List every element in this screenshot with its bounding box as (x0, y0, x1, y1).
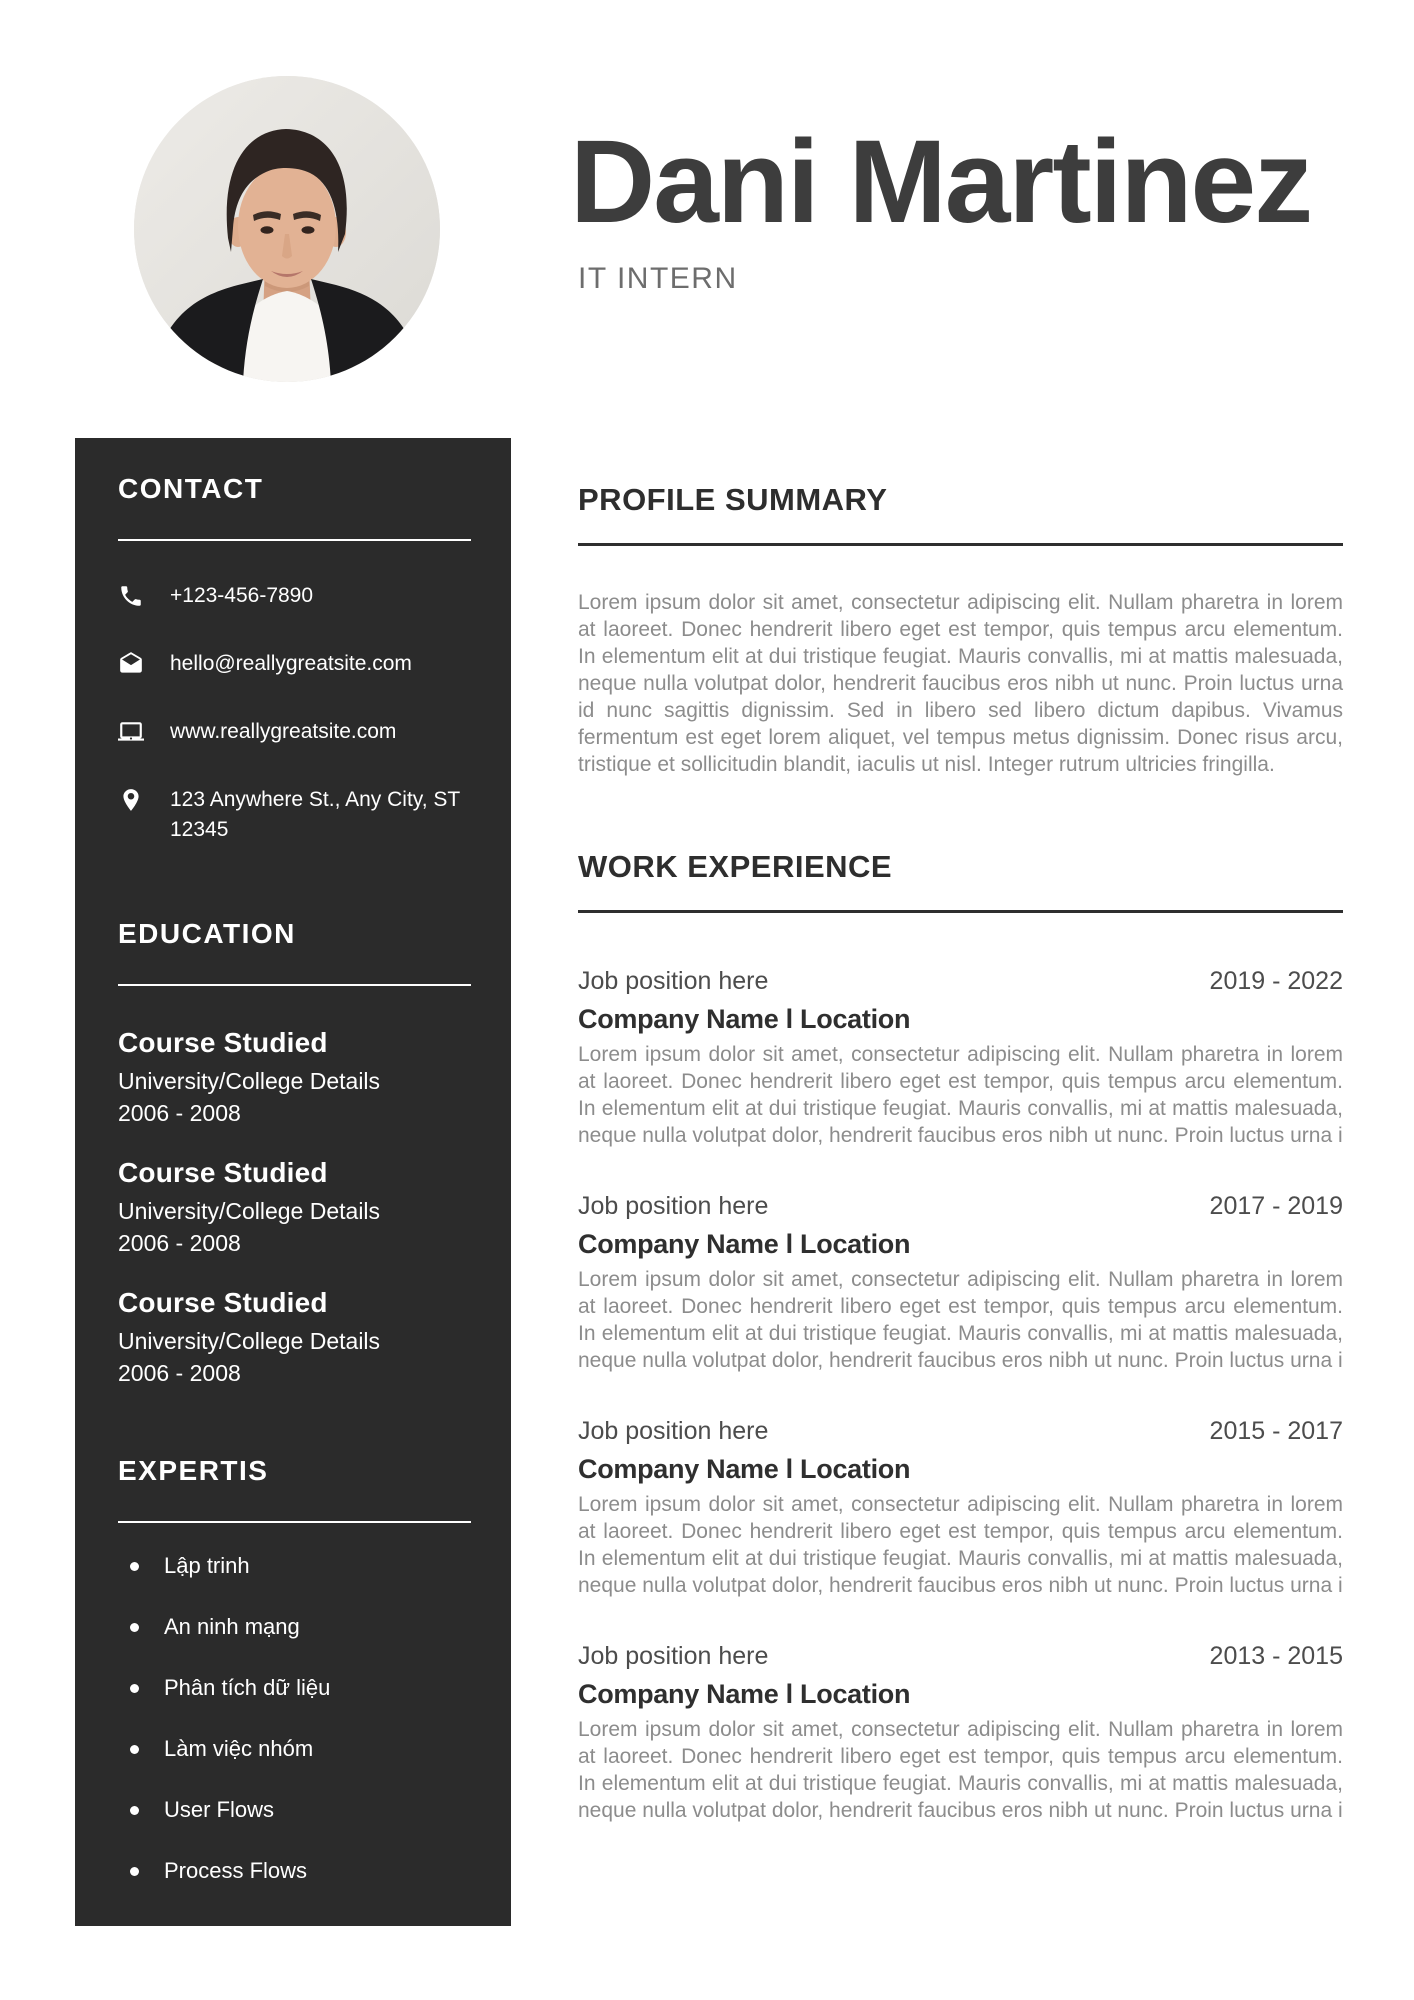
school-name: University/College Details (118, 1068, 381, 1094)
job-dates: 2013 - 2015 (1209, 1642, 1343, 1670)
list-item (118, 1612, 471, 1642)
contact-row-email (118, 649, 471, 679)
list-item (118, 1856, 471, 1886)
expertis-section (118, 1454, 471, 1886)
school-name: University/College Details (118, 1328, 381, 1354)
header (570, 116, 1360, 296)
profile-summary-section (578, 484, 1343, 778)
job-entry (578, 965, 1343, 1149)
contact-row-phone (118, 581, 471, 611)
job-position: Job position here (578, 1192, 769, 1220)
job-description: Lorem ipsum dolor sit amet, consectetur adipiscing elit. Nullam pharetra in lorem at laoreet. Donec hendrerit libero eget est tempor, quis tempus arcu elementum. In elementum elit at dui tristique feugiat. Mauris convallis, mi at mattis malesuada, neque nulla volutpat dolor, hendrerit faucibus eros nibh ut nunc. Proin luctus urna i (578, 1043, 1343, 1147)
contact-heading: CONTACT (118, 473, 264, 504)
work-experience-section (578, 851, 1343, 1865)
contact-row-website (118, 717, 471, 747)
skill-label: User Flows (164, 1797, 275, 1822)
job-list (578, 965, 1343, 1824)
job-entry (578, 1640, 1343, 1824)
page-title: Dani Martinez (570, 116, 1312, 248)
expertis-list (118, 1551, 471, 1886)
list-item (118, 1673, 471, 1703)
job-dates: 2019 - 2022 (1209, 967, 1343, 995)
job-company: Company Name l Location (578, 1229, 911, 1259)
skill-label: An ninh mạng (164, 1614, 300, 1639)
job-description: Lorem ipsum dolor sit amet, consectetur adipiscing elit. Nullam pharetra in lorem at laoreet. Donec hendrerit libero eget est tempor, quis tempus arcu elementum. In elementum elit at dui tristique feugiat. Mauris convallis, mi at mattis malesuada, neque nulla volutpat dolor, hendrerit faucibus eros nibh ut nunc. Proin luctus urna i (578, 1493, 1343, 1597)
job-position: Job position here (578, 967, 769, 995)
bullet-icon (130, 1867, 139, 1876)
job-dates: 2015 - 2017 (1209, 1417, 1343, 1445)
skill-label: Phân tích dữ liệu (164, 1675, 331, 1700)
job-entry (578, 1190, 1343, 1374)
job-header (578, 965, 1343, 997)
school-name: University/College Details (118, 1198, 381, 1224)
education-divider (118, 984, 471, 986)
job-company: Company Name l Location (578, 1679, 911, 1709)
job-description: Lorem ipsum dolor sit amet, consectetur adipiscing elit. Nullam pharetra in lorem at laoreet. Donec hendrerit libero eget est tempor, quis tempus arcu elementum. In elementum elit at dui tristique feugiat. Mauris convallis, mi at mattis malesuada, neque nulla volutpat dolor, hendrerit faucibus eros nibh ut nunc. Proin luctus urna i (578, 1268, 1343, 1372)
education-section (118, 917, 471, 1388)
skill-label: Process Flows (164, 1858, 308, 1883)
education-years: 2006 - 2008 (118, 1360, 241, 1386)
contact-list (118, 581, 471, 845)
job-header (578, 1415, 1343, 1447)
skill-label: Làm việc nhóm (164, 1736, 314, 1761)
contact-section (118, 472, 471, 845)
education-entry (118, 1026, 471, 1128)
education-entry (118, 1286, 471, 1388)
expertis-heading: EXPERTIS (118, 1455, 269, 1486)
job-company: Company Name l Location (578, 1454, 911, 1484)
job-title-subtitle: IT INTERN (578, 262, 738, 295)
location-icon (118, 787, 144, 813)
education-entry (118, 1156, 471, 1258)
job-position: Job position here (578, 1642, 769, 1670)
bullet-icon (130, 1745, 139, 1754)
list-item (118, 1551, 471, 1581)
course-name: Course Studied (118, 1027, 328, 1058)
phone-icon (118, 583, 144, 609)
job-company: Company Name l Location (578, 1004, 911, 1034)
skill-label: Lập trinh (164, 1553, 250, 1578)
contact-row-address (118, 785, 471, 845)
education-heading: EDUCATION (118, 918, 296, 949)
education-list (118, 1026, 471, 1388)
profile-photo (134, 76, 440, 382)
profile-summary-heading: PROFILE SUMMARY (578, 482, 888, 517)
website-url: www.reallygreatsite.com (170, 720, 397, 743)
bullet-icon (130, 1684, 139, 1693)
profile-summary-divider (578, 543, 1343, 546)
course-name: Course Studied (118, 1287, 328, 1318)
bullet-icon (130, 1623, 139, 1632)
education-years: 2006 - 2008 (118, 1230, 241, 1256)
list-item (118, 1795, 471, 1825)
list-item (118, 1734, 471, 1764)
phone-number: +123-456-7890 (170, 584, 314, 607)
work-experience-divider (578, 910, 1343, 913)
bullet-icon (130, 1562, 139, 1571)
job-position: Job position here (578, 1417, 769, 1445)
job-header (578, 1640, 1343, 1672)
mailing-address: 123 Anywhere St., Any City, ST 12345 (170, 788, 460, 841)
expertis-divider (118, 1521, 471, 1523)
job-entry (578, 1415, 1343, 1599)
email-icon (118, 651, 144, 677)
bullet-icon (130, 1806, 139, 1815)
email-address: hello@reallygreatsite.com (170, 652, 412, 675)
work-experience-heading: WORK EXPERIENCE (578, 849, 893, 884)
job-description: Lorem ipsum dolor sit amet, consectetur adipiscing elit. Nullam pharetra in lorem at laoreet. Donec hendrerit libero eget est tempor, quis tempus arcu elementum. In elementum elit at dui tristique feugiat. Mauris convallis, mi at mattis malesuada, neque nulla volutpat dolor, hendrerit faucibus eros nibh ut nunc. Proin luctus urna i (578, 1718, 1343, 1822)
job-header (578, 1190, 1343, 1222)
profile-summary-text: Lorem ipsum dolor sit amet, consectetur adipiscing elit. Nullam pharetra in lorem at laoreet. Donec hendrerit libero eget est tempor, quis tempus arcu elementum. In elementum elit at dui tristique feugiat. Mauris convallis, mi at mattis malesuada, neque nulla volutpat dolor, hendrerit faucibus eros nibh ut nunc. Proin luctus urna id nunc sagittis dignissim. Sed in libero sed libero dictum dapibus. Vivamus fermentum est eget lorem aliquet, vel tempus metus dignissim. Donec risus arcu, tristique et sollicitudin blandit, iaculis ut nisl. Integer rutrum ultricies fringilla. (578, 591, 1343, 776)
sidebar (75, 438, 511, 1926)
portrait-illustration (134, 76, 440, 382)
job-dates: 2017 - 2019 (1209, 1192, 1343, 1220)
education-years: 2006 - 2008 (118, 1100, 241, 1126)
contact-divider (118, 539, 471, 541)
course-name: Course Studied (118, 1157, 328, 1188)
website-icon (118, 719, 144, 745)
